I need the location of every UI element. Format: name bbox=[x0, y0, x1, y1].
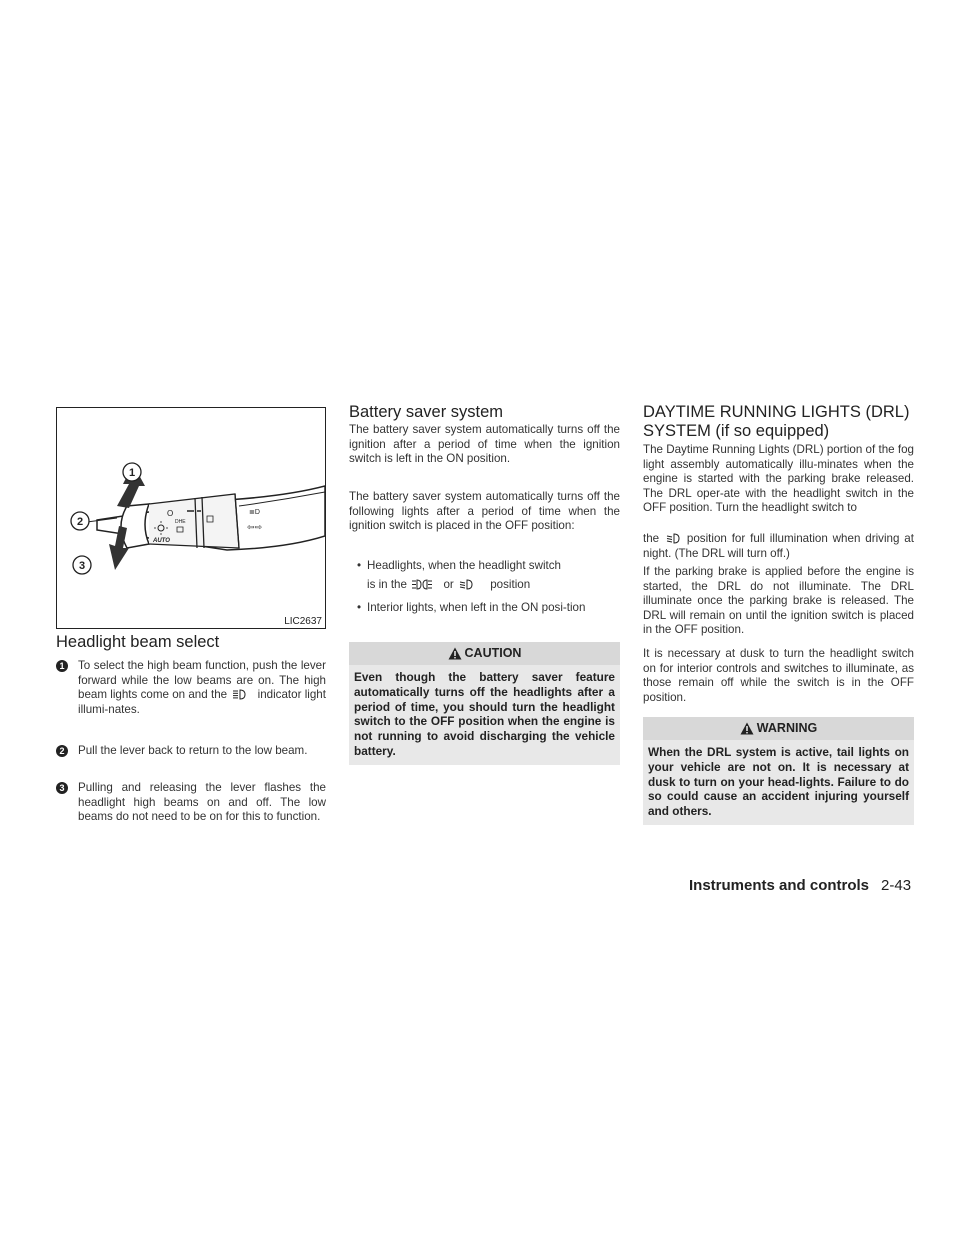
bullet-item: • Headlights, when the headlight switch is in the or position bbox=[357, 559, 620, 592]
list-item bbox=[56, 781, 326, 825]
figure-code: LIC2637 bbox=[284, 616, 322, 627]
step-text: Pulling and releasing the lever flashes the headlight high beams on and off. The low beams do not need to be on for this to function. bbox=[78, 781, 326, 824]
svg-text:DHE: DHE bbox=[175, 519, 186, 525]
section-title-drl-line1: DAYTIME RUNNING LIGHTS (DRL) bbox=[643, 403, 910, 421]
parking-lights-icon bbox=[412, 579, 432, 590]
bullet-item: • Interior lights, when left in the ON posi-tion bbox=[357, 601, 620, 616]
bullet-text-end: position bbox=[490, 577, 531, 591]
step-number: 2 bbox=[56, 745, 68, 757]
headlight-lever-illustration bbox=[57, 408, 325, 628]
warning-label: WARNING bbox=[756, 721, 818, 735]
step-text: Pull the lever back to return to the low beam. bbox=[78, 744, 308, 757]
paragraph-text: position for full illumination when driving at night. (The DRL will turn off.) bbox=[643, 532, 914, 560]
switch-auto-label: AUTO bbox=[153, 538, 170, 544]
step-number: 1 bbox=[56, 660, 68, 672]
warning-triangle-icon bbox=[448, 647, 462, 660]
footer-section-name: Instruments and controls bbox=[689, 877, 870, 894]
paragraph-text: the bbox=[643, 532, 660, 545]
bullet-text-cont: is in the bbox=[367, 577, 407, 591]
headlight-low-beam-icon bbox=[666, 533, 680, 544]
headlight-low-beam-icon bbox=[459, 579, 473, 590]
list-item bbox=[56, 659, 326, 717]
step-text: To select the high beam function, push the lever forward while the low beams are on. The high beam lights come on and the bbox=[78, 659, 326, 702]
section-title-headlight: Headlight beam select bbox=[56, 633, 220, 651]
svg-text:⇦⇨: ⇦⇨ bbox=[247, 523, 263, 533]
step-number: 3 bbox=[56, 782, 68, 794]
headlight-lever-figure bbox=[56, 407, 326, 629]
section-title-drl-line2: SYSTEM (if so equipped) bbox=[643, 422, 830, 440]
svg-text:2: 2 bbox=[76, 516, 84, 528]
warning-box bbox=[643, 717, 914, 825]
paragraph: It is necessary at dusk to turn the headlight switch on for interior controls and switches to illuminate, as those remain off while the switch is in the OFF position. bbox=[643, 647, 914, 704]
paragraph: If the parking brake is applied before the engine is started, the DRL do not illuminate. The DRL illuminate once the parking brake is released. The DRL will remain on until the ignition switch is placed in the OFF position. bbox=[643, 565, 914, 637]
svg-text:≣D: ≣D bbox=[249, 509, 260, 516]
switch-off-label: O bbox=[167, 509, 174, 518]
bullet-text: Interior lights, when left in the ON posi-tion bbox=[367, 601, 586, 614]
list-item bbox=[56, 744, 326, 759]
svg-text:3: 3 bbox=[78, 560, 86, 572]
page-number: 2-43 bbox=[881, 877, 912, 894]
bullet-text: Headlights, when the headlight switch bbox=[367, 559, 561, 572]
paragraph-cont bbox=[643, 532, 914, 561]
section-title-battery: Battery saver system bbox=[349, 403, 504, 421]
high-beam-icon bbox=[232, 689, 246, 700]
paragraph: The Daytime Running Lights (DRL) portion of the fog light assembly automatically illu-minates when the engine is started with the parking brake released. The DRL oper-ate with the headlight switch in the OFF position. Turn the headlight switch to bbox=[643, 443, 914, 515]
warning-triangle-icon bbox=[740, 722, 754, 735]
step-text-cont: indicator light illumi-nates. bbox=[78, 688, 326, 716]
caution-label: CAUTION bbox=[464, 646, 522, 660]
caution-text: Even though the battery saver feature automatically turns off the headlights after a period of time, you should turn the headlight switch to the OFF position when the engine is not running to avoid discharging the vehicle battery. bbox=[349, 665, 620, 765]
bullet-text-or: or bbox=[443, 577, 454, 591]
caution-box bbox=[349, 642, 620, 765]
paragraph: The battery saver system automatically turns off the following lights after a period of time when the ignition switch is placed in the OFF position: bbox=[349, 490, 620, 533]
warning-text: When the DRL system is active, tail lights on your vehicle are not on. It is necessary at dusk to turn on your head-lights. Failure to do so could cause an accident injuring yourself and others. bbox=[643, 740, 914, 825]
paragraph: The battery saver system automatically turns off the ignition after a period of time when the ignition switch is left in the ON position. bbox=[349, 423, 620, 466]
page-footer bbox=[689, 877, 919, 894]
svg-text:1: 1 bbox=[128, 467, 136, 479]
